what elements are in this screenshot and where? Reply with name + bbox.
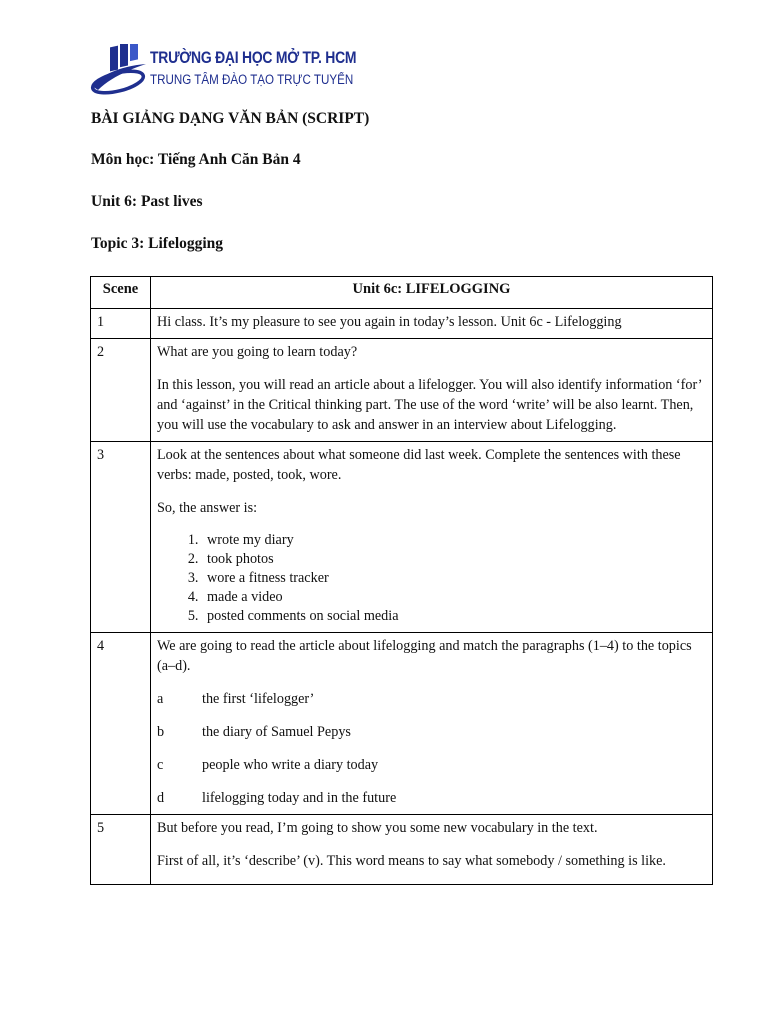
paragraph: What are you going to learn today? [157,344,358,360]
scene-number: 3 [91,442,151,633]
paragraph: So, the answer is: [157,500,258,516]
paragraph: Look at the sentences about what someone did last week. Complete the sentences with these verbs: made, posted, took, wore. [157,447,681,483]
topic-option [157,755,706,775]
answer-item: 2. took photos [202,550,706,569]
scene-content [151,339,713,442]
option-letter: d [157,790,165,806]
answer-item: 5. posted comments on social media [202,607,706,626]
table-row [91,815,713,885]
option-letter: c [157,757,164,773]
scene-number: 2 [91,339,151,442]
logo-center-name: TRUNG TÂM ĐÀO TẠO TRỰC TUYẾN [150,72,354,87]
topic-heading: Topic 3: Lifelogging [91,235,224,252]
document-title: BÀI GIẢNG DẠNG VĂN BẢN (SCRIPT) [91,110,370,127]
paragraph: In this lesson, you will read an article about a lifelogger. You will also identify information ‘for’ and ‘against’ in the Critical thinking part. The use of the word ‘write’ will be also learnt. Then, you will use the vocabulary to ask and answer in an interview about Lifelogging. [157,377,702,433]
topic-option [157,788,706,808]
option-text: people who write a diary today [202,757,379,773]
scene-number: 4 [91,633,151,815]
option-text: the diary of Samuel Pepys [202,724,351,740]
scene-content [151,633,713,815]
paragraph: We are going to read the article about lifelogging and match the paragraphs (1–4) to the topics (a–d). [157,638,692,674]
option-text: lifelogging today and in the future [202,790,397,806]
option-letter: a [157,691,164,707]
answer-list [157,531,706,626]
option-text: the first ‘lifelogger’ [202,691,315,707]
answer-item: 1. wrote my diary [202,531,706,550]
university-logo [88,44,357,100]
topic-option [157,722,706,742]
option-letter: b [157,724,165,740]
table-row [91,633,713,815]
unit-heading: Unit 6: Past lives [91,193,203,210]
script-table [90,276,713,885]
paragraph: But before you read, I’m going to show you some new vocabulary in the text. [157,820,598,836]
book-swoosh-logo-icon [88,44,148,100]
scene-content [151,309,713,339]
answer-item: 4. made a video [202,588,706,607]
paragraph: First of all, it’s ‘describe’ (v). This word means to say what somebody / something is like. [157,853,666,869]
scene-number: 1 [91,309,151,339]
logo-university-name: TRƯỜNG ĐẠI HỌC MỞ TP. HCM [150,48,357,67]
subject-heading: Môn học: Tiếng Anh Căn Bản 4 [91,151,301,168]
lesson-column-header: Unit 6c: LIFELOGGING [151,277,713,309]
table-header-row [91,277,713,309]
paragraph: Hi class. It’s my pleasure to see you again in today’s lesson. Unit 6c - Lifelogging [157,314,622,330]
scene-number: 5 [91,815,151,885]
table-row [91,442,713,633]
answer-item: 3. wore a fitness tracker [202,569,706,588]
scene-column-header: Scene [91,277,151,309]
table-row [91,309,713,339]
scene-content [151,442,713,633]
scene-content [151,815,713,885]
table-row [91,339,713,442]
topic-option [157,689,706,709]
